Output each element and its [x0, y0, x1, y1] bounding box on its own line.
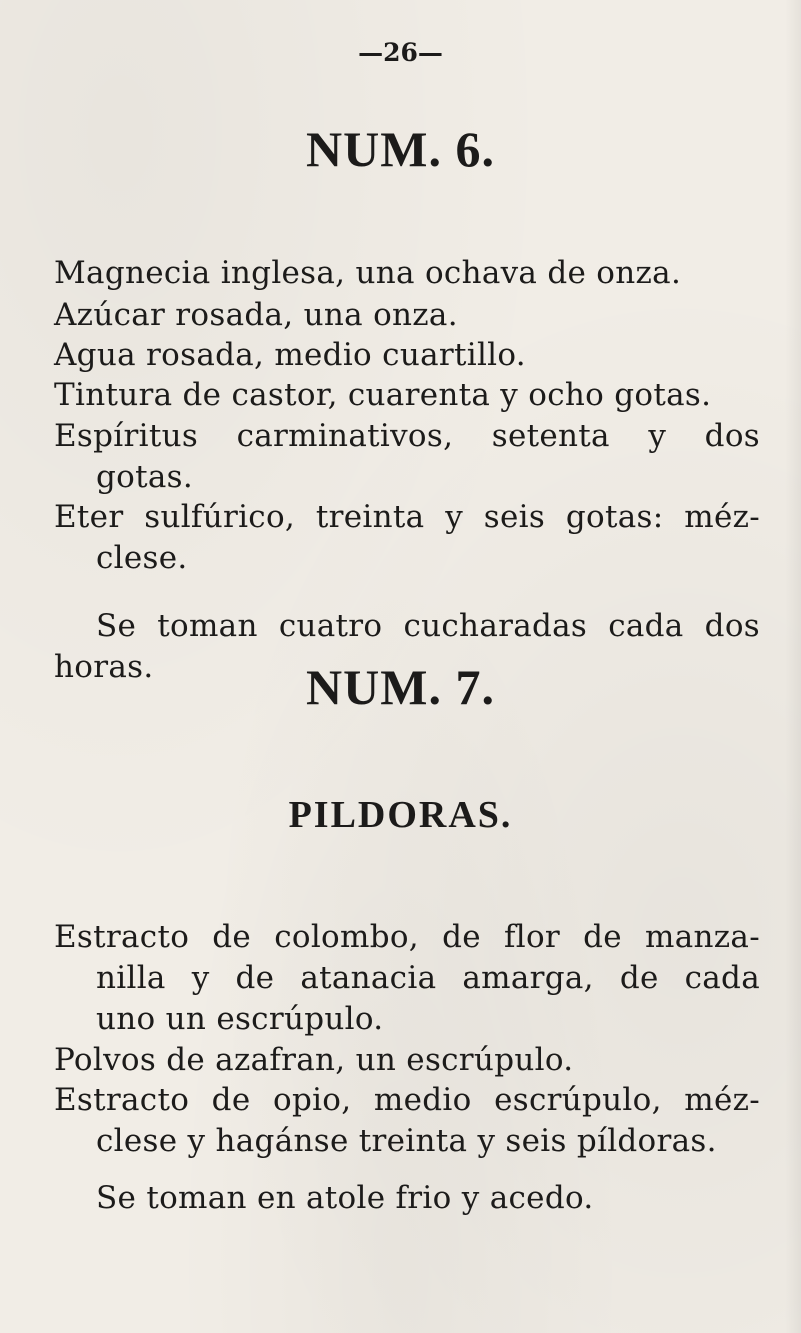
recipe-6-heading: NUM. 6. [306, 121, 495, 177]
recipe-7-heading: NUM. 7. [306, 659, 495, 715]
recipe-6-line: Agua rosada, medio cuartillo. [54, 337, 526, 373]
recipe-6-line: Tintura de castor, cuarenta y ocho gotas. [54, 377, 712, 413]
recipe-7-line: Estracto de colombo, de flor de manza- [54, 919, 760, 955]
recipe-7-subheading: PILDORAS. [288, 794, 513, 836]
recipe-7-line: clese y hagánse treinta y seis píldoras. [96, 1123, 717, 1159]
recipe-6-line: gotas. [96, 459, 194, 495]
recipe-6-instructions: Se toman cuatro cucharadas cada dos [96, 608, 760, 644]
recipe-7-line: Polvos de azafran, un escrúpulo. [54, 1042, 574, 1078]
page-number: —26— [358, 38, 443, 67]
recipe-6-instructions: horas. [54, 649, 154, 685]
recipe-7-line: Estracto de opio, medio escrúpulo, méz- [54, 1082, 760, 1118]
recipe-6-line: Magnecia inglesa, una ochava de onza. [54, 255, 682, 291]
recipe-6-line: Espíritus carminativos, setenta y dos [54, 418, 760, 454]
recipe-7-instructions: Se toman en atole frio y acedo. [96, 1180, 594, 1216]
recipe-7-line: uno un escrúpulo. [96, 1001, 384, 1037]
recipe-6-line: Eter sulfúrico, treinta y seis gotas: méz- [54, 499, 760, 535]
recipe-6-line: clese. [96, 540, 188, 576]
recipe-6-line: Azúcar rosada, una onza. [54, 297, 458, 333]
recipe-7-line: nilla y de atanacia amarga, de cada [96, 960, 760, 996]
